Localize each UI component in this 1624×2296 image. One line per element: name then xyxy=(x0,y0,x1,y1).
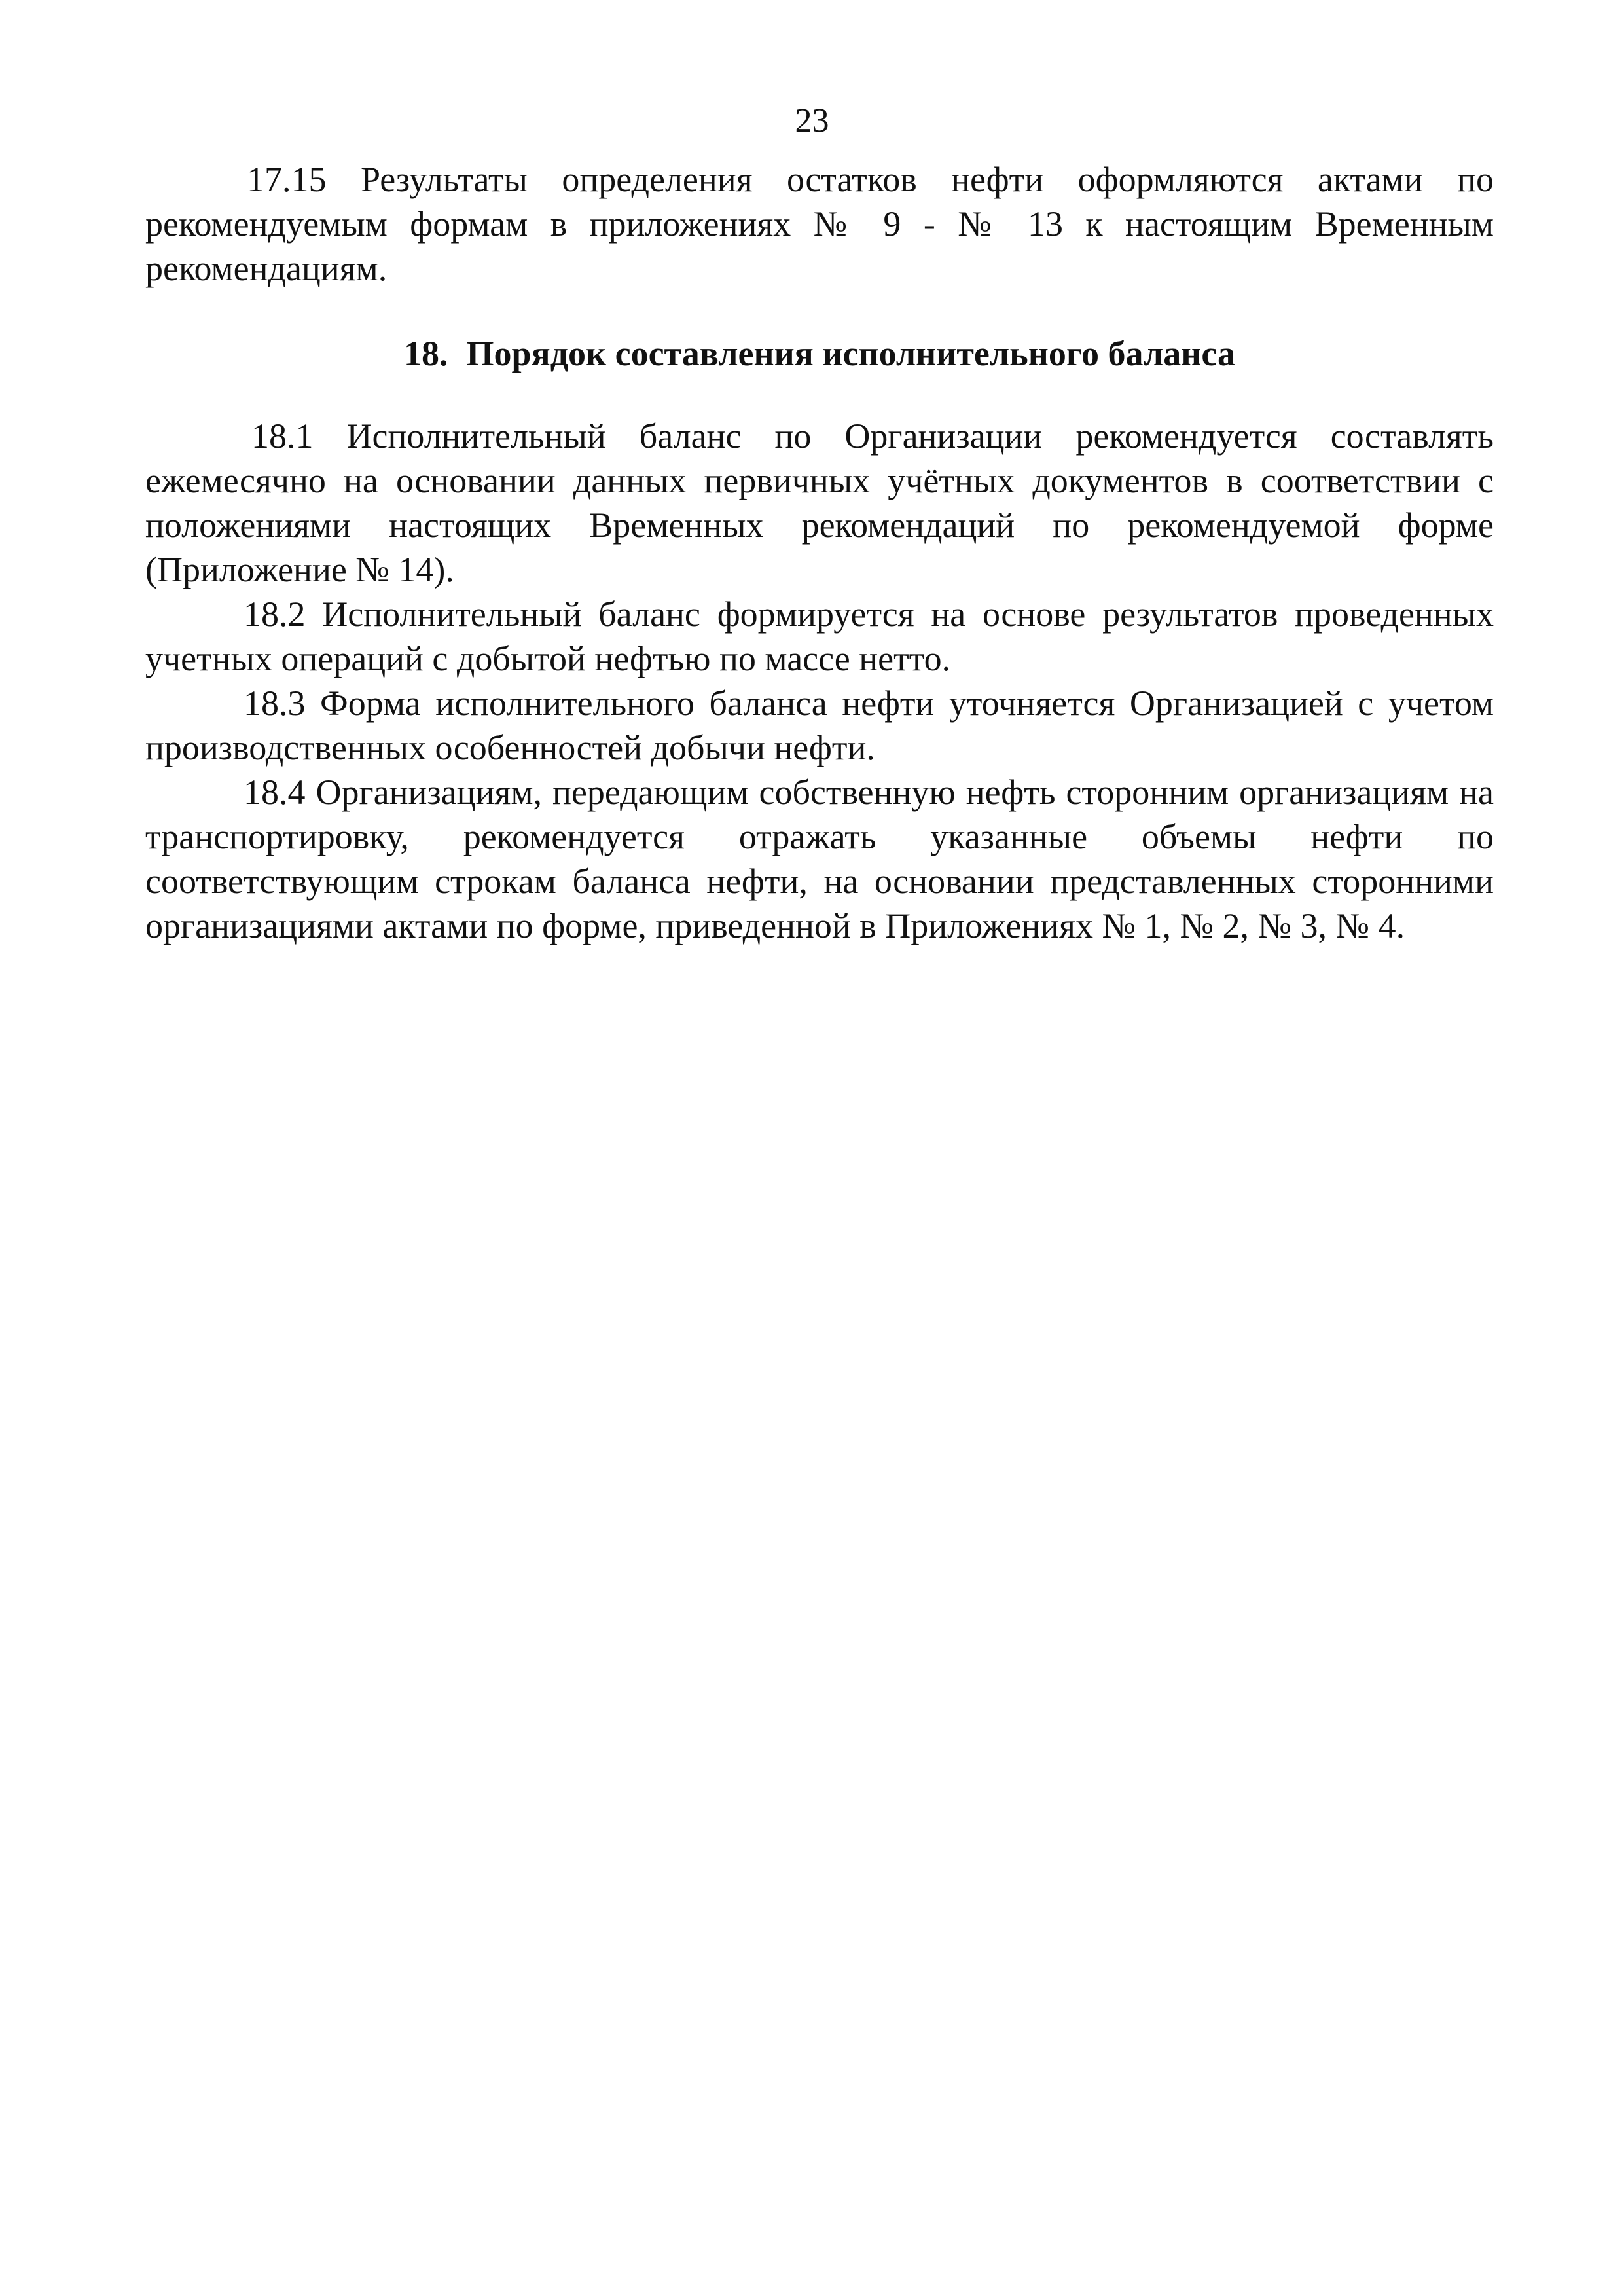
section-18-heading xyxy=(145,331,1494,376)
section-18-title: Порядок составления исполнительного баланса xyxy=(466,334,1236,373)
paragraph-17-15: 17.15 Результаты определения остатков нефти оформляются актами по рекомендуемым формам в приложениях № 9 - № 13 к настоящим Временным рекомендациям. xyxy=(145,160,1494,288)
paragraph-18-1: 18.1 Исполнительный баланс по Организации рекомендуется составлять ежемесячно на основании данных первичных учётных документов в соответствии с положениями настоящих Временных рекомендаций по рекомендуемой форме (Приложение № 14). xyxy=(145,416,1494,589)
page-number: 23 xyxy=(795,102,829,139)
document-body xyxy=(145,157,1494,948)
paragraph-18-2: 18.2 Исполнительный баланс формируется на основе результатов проведенных учетных операций с добытой нефтью по массе нетто. xyxy=(145,594,1494,678)
paragraph-18-4: 18.4 Организациям, передающим собственную нефть сторонним организациям на транспортировку, рекомендуется отражать указанные объемы нефти по соответствующим строкам баланса нефти, на основании представленных сторонними организациями актами по форме, приведенной в Приложениях № 1, № 2, № 3, № 4. xyxy=(145,773,1494,945)
paragraph-18-3: 18.3 Форма исполнительного баланса нефти уточняется Организацией с учетом производственных особенностей добычи нефти. xyxy=(145,683,1494,767)
section-18-number: 18. xyxy=(403,334,448,373)
